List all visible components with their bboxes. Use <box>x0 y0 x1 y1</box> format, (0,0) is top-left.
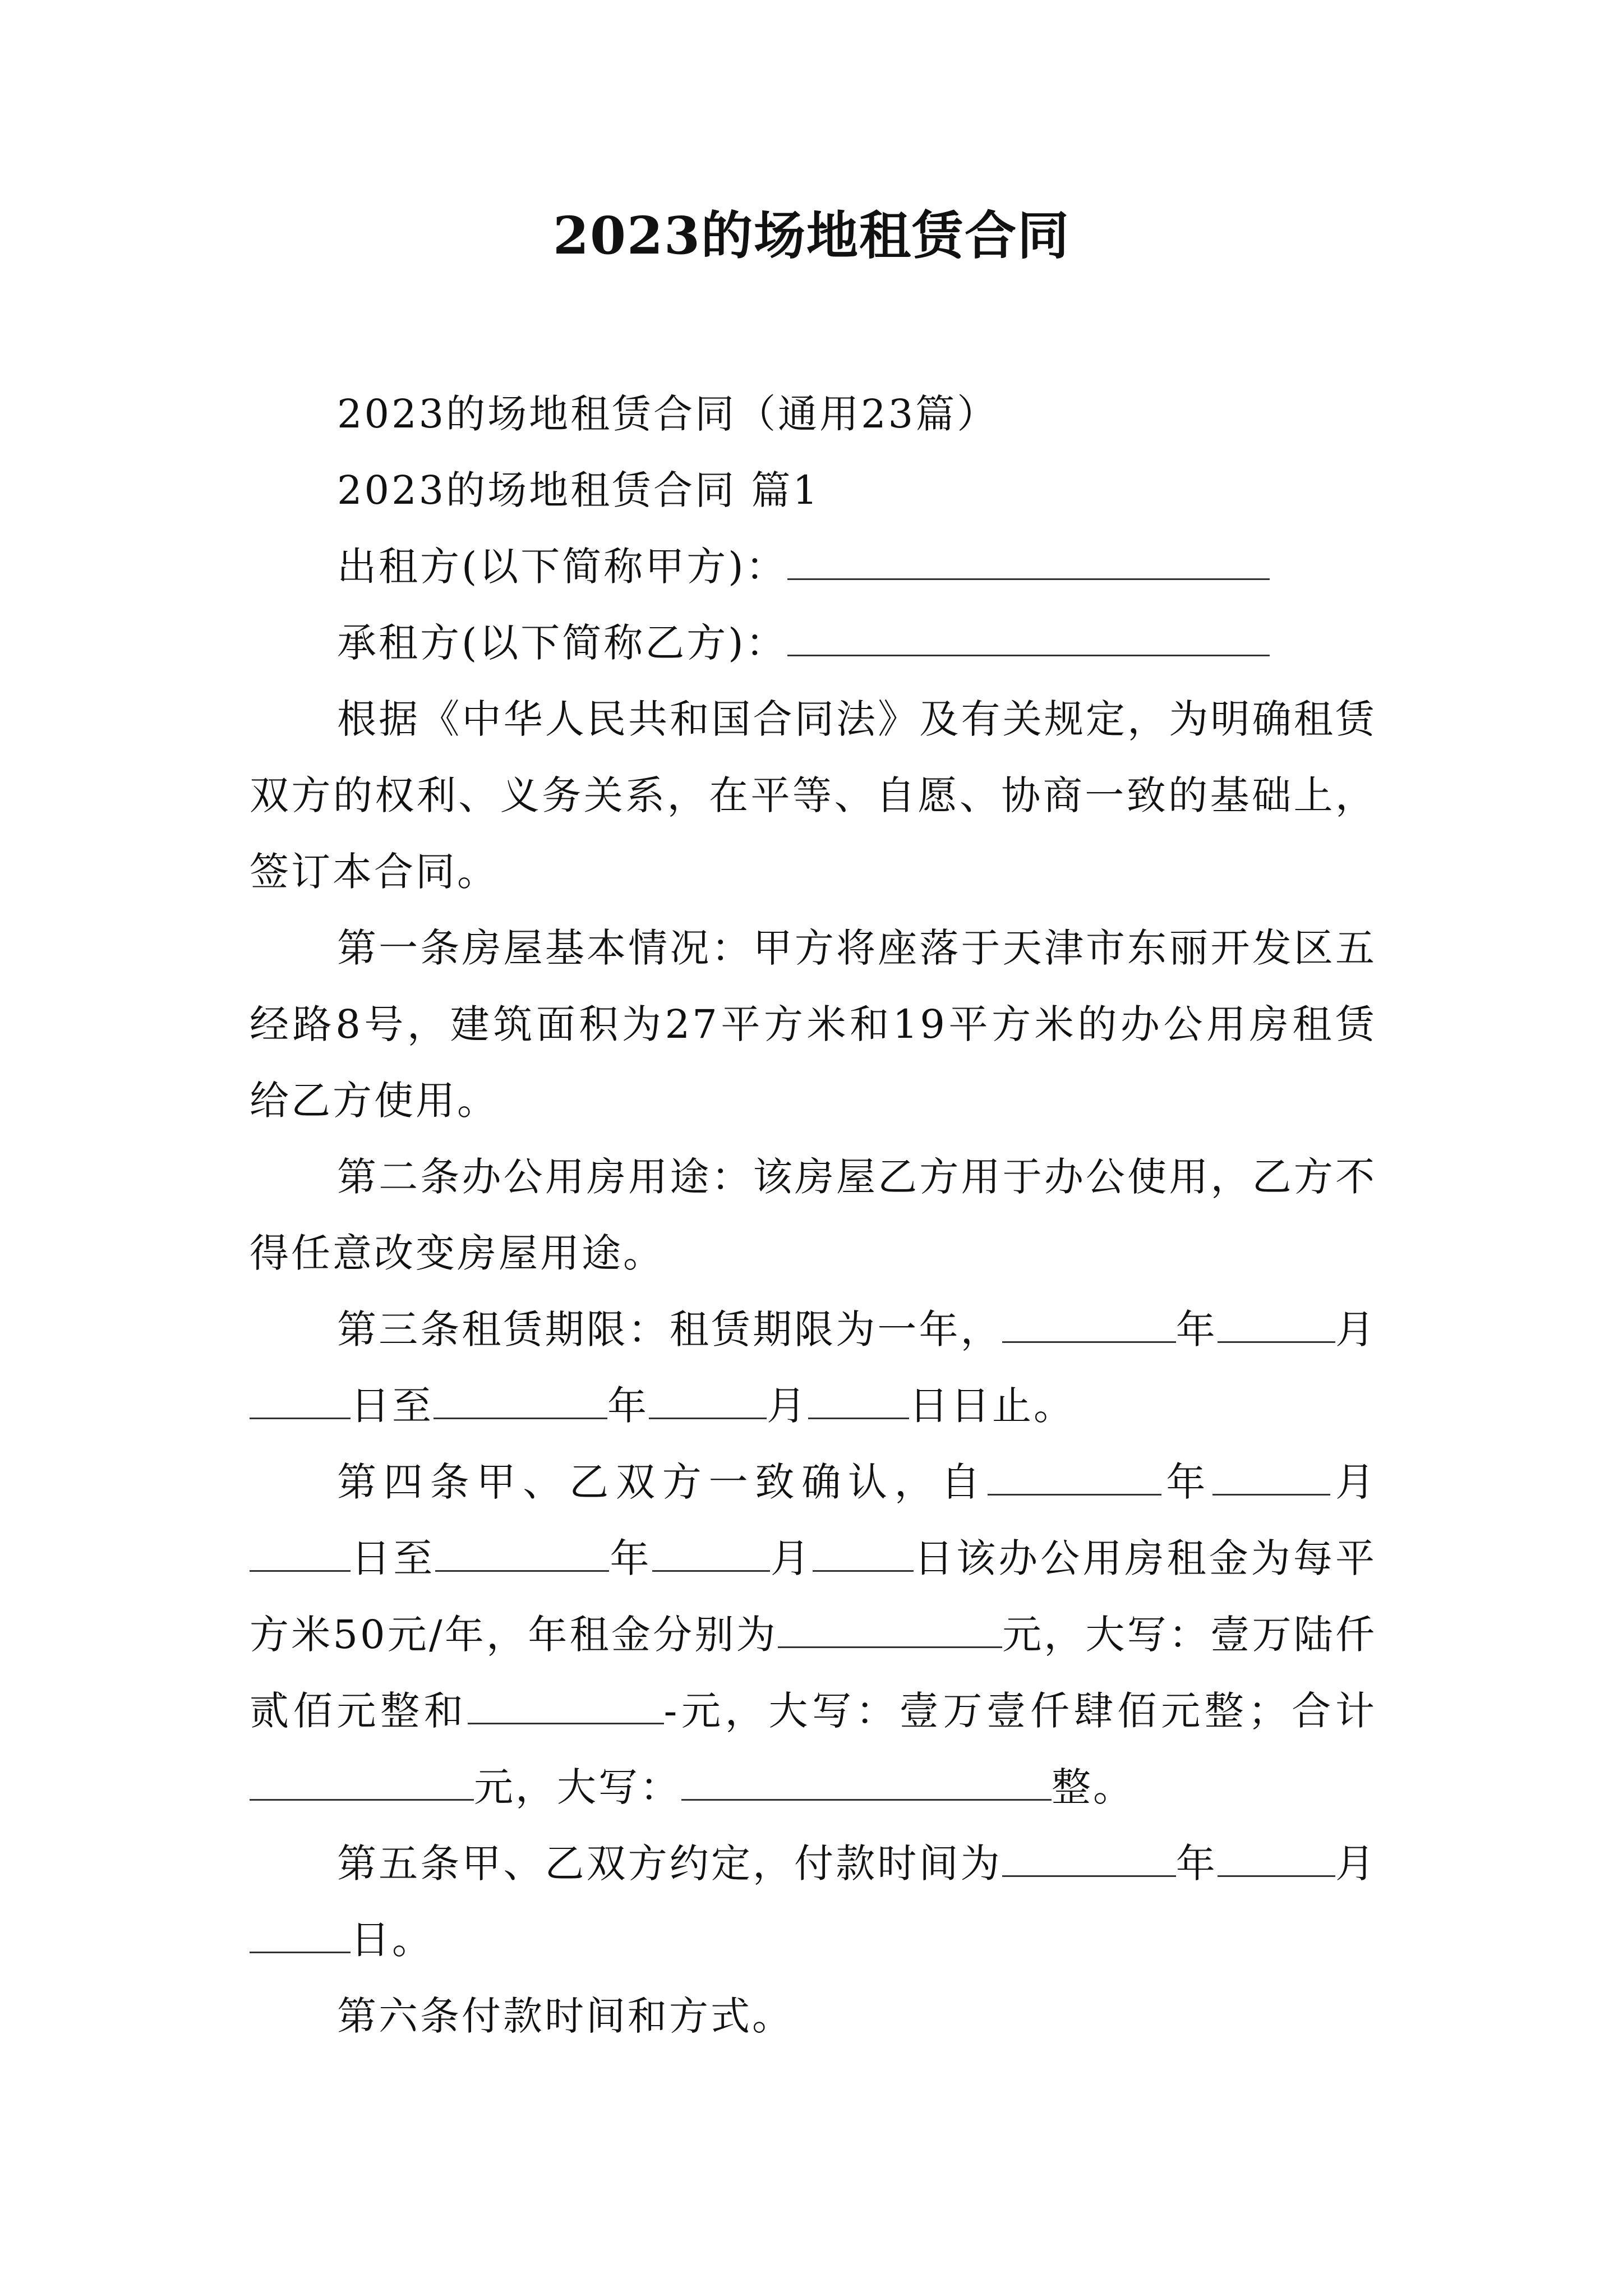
document-title: 2023的场地租赁合同 <box>552 205 1071 266</box>
intro-paragraph: 根据《中华人民共和国合同法》及有关规定，为明确租赁双方的权利、义务关系，在平等、自愿、协商一致的基础上，签订本合同。 <box>250 696 1377 895</box>
lessee-blank <box>787 615 1270 656</box>
day-to-label: 日至 <box>351 1535 436 1581</box>
rent-clause: 日该办公用房租金为每平方米50元/年，年租金分别为 <box>250 1535 1377 1658</box>
blank-end-day <box>813 1531 914 1572</box>
blank-start-year <box>1002 1302 1176 1343</box>
rent-upper-2: -元，大写：壹万壹仟肆佰元整；合计 <box>663 1688 1377 1734</box>
blank-end-year <box>434 1378 607 1419</box>
year-label: 年 <box>1161 1459 1213 1505</box>
month-label: 月 <box>769 1535 813 1581</box>
blank-start-month <box>1212 1455 1330 1496</box>
total-upper-label: 元，大写： <box>474 1764 681 1810</box>
article-3 <box>250 1291 1377 1444</box>
blank-pay-year <box>1002 1836 1176 1877</box>
blank-pay-month <box>1218 1836 1335 1877</box>
year-label: 年 <box>1175 1841 1218 1887</box>
article-1: 第一条房屋基本情况：甲方将座落于天津市东丽开发区五经路8号，建筑面积为27平方米和19平方米的办公用房租赁给乙方使用。 <box>250 925 1377 1124</box>
lessor-line <box>250 528 1377 605</box>
blank-end-day <box>808 1378 909 1419</box>
blank-total-words <box>681 1760 1052 1801</box>
blank-rent-amount-2 <box>468 1683 664 1724</box>
article-3-text: 第三条租赁期限：租赁期限为一年， <box>337 1306 1002 1352</box>
lessee-line <box>250 605 1377 681</box>
document-body <box>250 376 1377 2054</box>
subtitle-line: 2023的场地租赁合同（通用23篇） <box>337 391 999 437</box>
total-end: 整。 <box>1052 1764 1135 1810</box>
lessor-blank <box>787 539 1270 580</box>
rent-upper-1: 元，大写：壹万陆仟贰佰元整和 <box>250 1612 1377 1734</box>
lessee-label: 承租方(以下简称乙方)： <box>337 620 787 666</box>
blank-total-amount <box>250 1760 474 1801</box>
lessor-label: 出租方(以下简称甲方)： <box>337 544 787 590</box>
article-4-text: 第四条甲、乙双方一致确认，自 <box>337 1459 988 1505</box>
blank-start-day <box>250 1531 351 1572</box>
blank-end-month <box>649 1378 767 1419</box>
blank-rent-amount-1 <box>778 1607 1002 1648</box>
article-5-text: 第五条甲、乙双方约定，付款时间为 <box>337 1841 1002 1887</box>
article-4 <box>250 1444 1377 1825</box>
blank-start-month <box>1218 1302 1335 1343</box>
month-label: 月 <box>767 1383 808 1429</box>
blank-start-year <box>988 1455 1161 1496</box>
blank-start-day <box>250 1378 351 1419</box>
blank-end-year <box>435 1531 609 1572</box>
year-label: 年 <box>607 1383 649 1429</box>
article-6: 第六条付款时间和方式。 <box>337 1993 794 2039</box>
month-label: 月 <box>1335 1841 1377 1887</box>
month-label: 月 <box>1335 1306 1377 1352</box>
section-heading: 2023的场地租赁合同 篇1 <box>337 467 820 513</box>
article-5 <box>250 1825 1377 1978</box>
year-label: 年 <box>609 1535 652 1581</box>
blank-pay-day <box>250 1912 351 1953</box>
day-end-label: 日日止。 <box>909 1383 1075 1429</box>
month-label: 月 <box>1330 1459 1377 1505</box>
article-2: 第二条办公用房用途：该房屋乙方用于办公使用，乙方不得任意改变房屋用途。 <box>250 1154 1377 1276</box>
year-label: 年 <box>1175 1306 1218 1352</box>
blank-end-month <box>652 1531 770 1572</box>
day-to-label: 日至 <box>351 1383 434 1429</box>
day-end-label: 日。 <box>351 1917 434 1963</box>
